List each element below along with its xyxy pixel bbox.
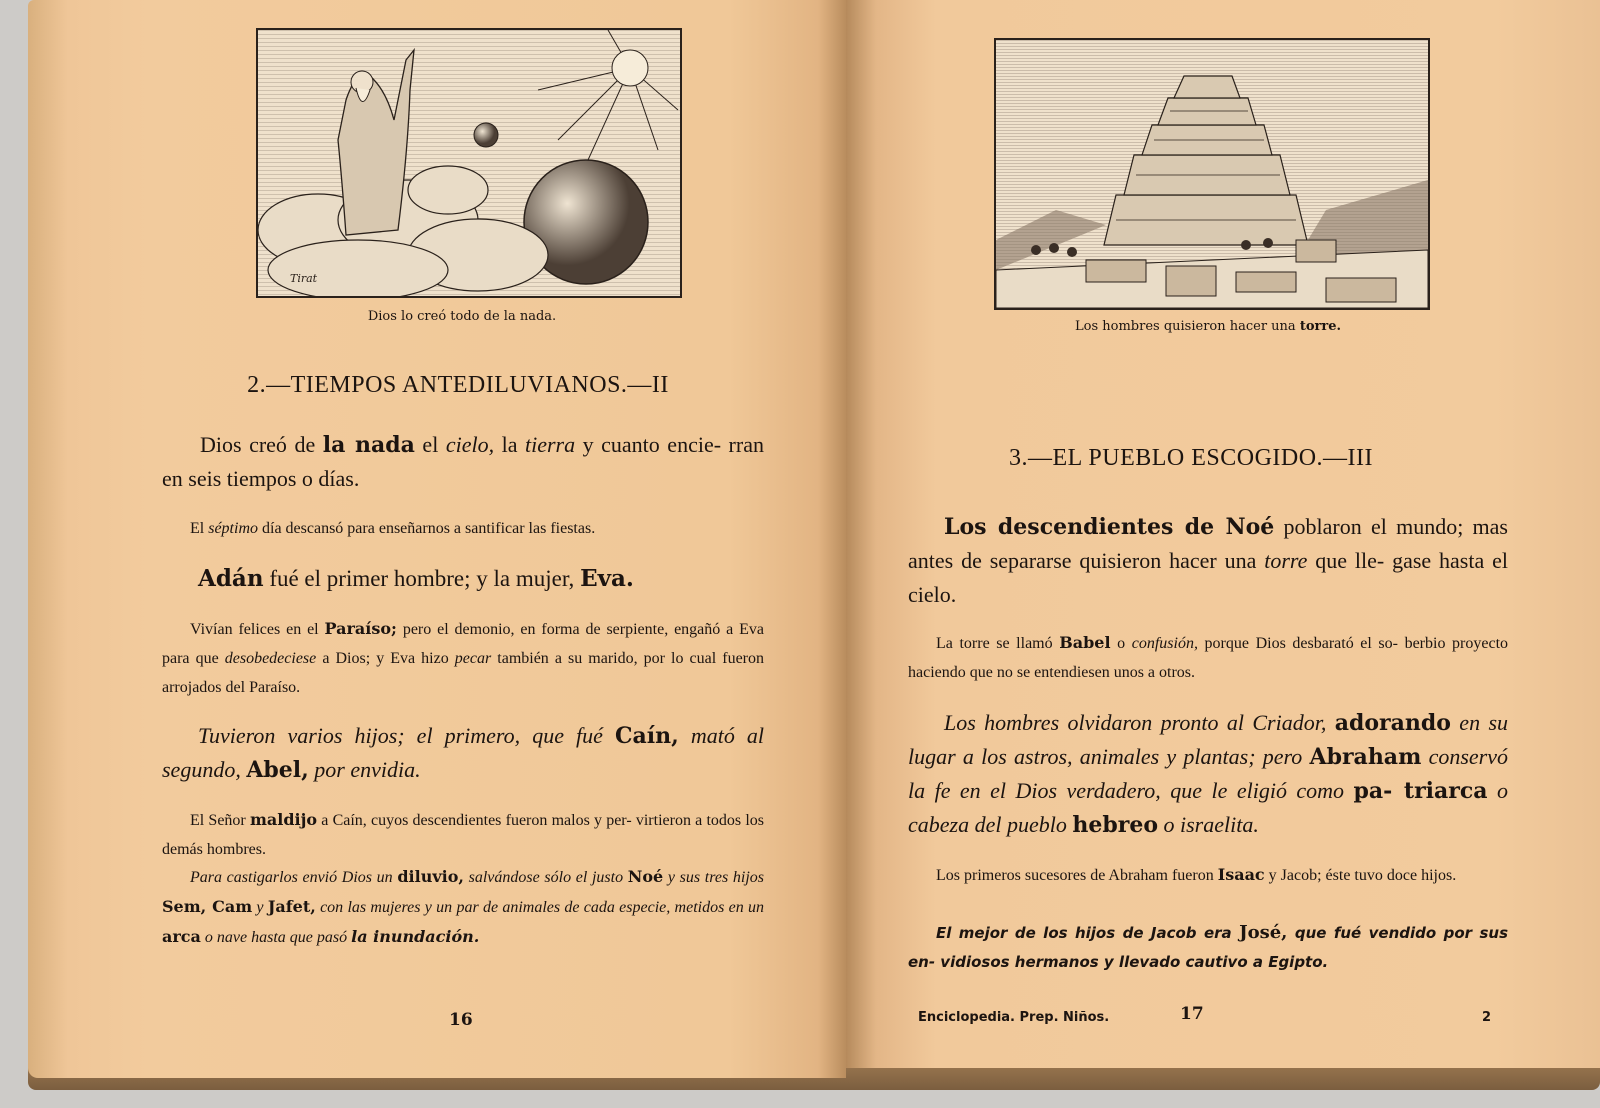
text: porque Dios desbarató el so- berbio proyecto haciendo que no se entendiesen unos a otros.	[908, 635, 1509, 681]
italic-text: Tuvieron varios hijos; el primero, que fué	[198, 723, 615, 748]
right-page-number: 17	[1180, 1004, 1204, 1024]
signature-mark: 2	[1482, 1010, 1492, 1025]
left-paragraph-2	[162, 514, 764, 543]
text: y cuanto encie- rran en seis tiempos o días.	[162, 432, 764, 491]
left-paragraph-4	[162, 614, 764, 702]
text: poblaron el mundo; mas antes de separarse quisieron hacer una	[908, 514, 1508, 573]
bold-text: Abraham	[1309, 744, 1422, 770]
left-chapter-title: 2.—TIEMPOS ANTEDILUVIANOS.—II	[247, 372, 669, 398]
left-page	[28, 0, 846, 1078]
bold-text: Caín,	[614, 723, 679, 749]
text: a Caín, cuyos descendientes fueron malos y per- virtieron a todos los demás hombres.	[162, 812, 765, 858]
right-paragraph-5	[908, 918, 1508, 977]
italic-text: o israelita.	[1158, 812, 1259, 837]
left-paragraph-5	[162, 719, 764, 787]
italic-text: Para castigarlos envió Dios un	[190, 869, 398, 886]
left-caption: Dios lo creó todo de la nada.	[367, 309, 557, 324]
engraver-signature: Tirat	[290, 272, 318, 285]
bold-italic-text: la inundación.	[351, 927, 480, 946]
text: también a su marido, por lo cual fueron arrojados del Paraíso.	[162, 650, 764, 696]
italic-text: Los hombres olvidaron pronto al Criador,	[944, 710, 1335, 735]
right-paragraph-2	[908, 628, 1508, 687]
left-paragraph-1	[162, 428, 764, 496]
bold-text: Jafet,	[267, 897, 316, 916]
italic-text: y	[252, 899, 268, 916]
bold-text: José,	[1239, 922, 1288, 943]
right-caption	[968, 319, 1448, 334]
italic-text: conservó la fe en el Dios verdadero, que le eligió como	[908, 744, 1508, 803]
text: o	[1110, 635, 1132, 652]
italic-text: cielo,	[445, 432, 495, 457]
creation-engraving-image	[258, 30, 680, 296]
text: Los hombres quisieron hacer una	[1075, 319, 1300, 334]
text: día descansó para enseñarnos a santificar las fiestas.	[258, 520, 596, 537]
bold-text: la nada	[322, 432, 415, 458]
bold-text: arca	[162, 927, 201, 946]
text: que lle- gase hasta el cielo.	[908, 548, 1508, 607]
bold-text: Noé	[627, 867, 664, 886]
bold-text: pa- triarca	[1353, 778, 1488, 804]
text: fué el primer hombre; y la mujer,	[263, 566, 581, 591]
bold-text: Abel,	[246, 757, 309, 783]
italic-text: por envidia.	[308, 757, 421, 782]
text: Dios creó de	[200, 432, 323, 457]
bold-text: torre.	[1299, 319, 1341, 334]
text: La torre se llamó	[936, 635, 1060, 652]
italic-text: séptimo	[208, 520, 258, 537]
italic-text: torre	[1264, 548, 1308, 573]
text: El	[190, 520, 209, 537]
italic-text: y sus tres hijos	[663, 869, 764, 886]
italic-text: pecar	[454, 650, 492, 667]
bold-text: Adán	[198, 565, 264, 592]
right-page	[846, 0, 1600, 1068]
text: pero el demonio, en forma de serpiente, engañó a Eva para que	[162, 621, 765, 667]
babel-illustration	[994, 38, 1430, 310]
bold-text: Isaac	[1217, 865, 1265, 884]
text: Vivían felices en el	[190, 621, 325, 638]
right-paragraph-1	[908, 510, 1508, 612]
text: El Señor	[190, 812, 250, 829]
tower-of-babel-engraving-image	[996, 40, 1428, 308]
text: Los primeros sucesores de Abraham fueron	[936, 867, 1218, 884]
bold-text: Los descendientes de Noé	[944, 514, 1275, 540]
italic-text: tierra	[525, 432, 576, 457]
creation-illustration	[256, 28, 682, 298]
bold-text: adorando	[1334, 710, 1451, 736]
text: y Jacob; éste tuvo doce hijos.	[1264, 867, 1457, 884]
bold-text: Babel	[1059, 633, 1111, 652]
italic-text: salvándose sólo el justo	[463, 869, 628, 886]
bold-text: diluvio,	[397, 867, 464, 886]
italic-text: desobedeciese	[224, 650, 317, 667]
italic-text: o nave hasta que pasó	[200, 929, 352, 946]
italic-text: confusión,	[1131, 635, 1198, 652]
italic-text: o cabeza del pueblo	[908, 778, 1508, 837]
bold-italic-text: El mejor de los hijos de Jacob era	[936, 924, 1240, 942]
bold-text: maldijo	[249, 810, 318, 829]
left-paragraph-6	[162, 805, 764, 864]
right-paragraph-4	[908, 860, 1508, 890]
italic-text: con las mujeres y un par de animales de cada especie, metidos en un	[315, 899, 764, 916]
left-paragraph-3	[162, 562, 764, 596]
text: el	[414, 432, 446, 457]
left-page-number: 16	[449, 1010, 473, 1030]
right-chapter-title: 3.—EL PUEBLO ESCOGIDO.—III	[1008, 445, 1374, 471]
bold-text: hebreo	[1072, 812, 1158, 838]
left-paragraph-7	[162, 862, 764, 952]
italic-text: en su lugar a los astros, animales y plantas; pero	[908, 710, 1509, 769]
italic-text: mató al segundo,	[162, 723, 764, 782]
bold-text: Eva.	[580, 565, 634, 592]
bold-text: Paraíso;	[324, 619, 397, 638]
bold-text: Sem, Cam	[162, 897, 253, 916]
book-footer-title: Enciclopedia. Prep. Niños.	[918, 1010, 1110, 1025]
text: la	[494, 432, 525, 457]
right-paragraph-3	[908, 706, 1508, 842]
text: a Dios; y Eva hizo	[316, 650, 455, 667]
bold-italic-text: que fué vendido por sus en- vidiosos hermanos y llevado cautivo a Egipto.	[908, 924, 1508, 971]
